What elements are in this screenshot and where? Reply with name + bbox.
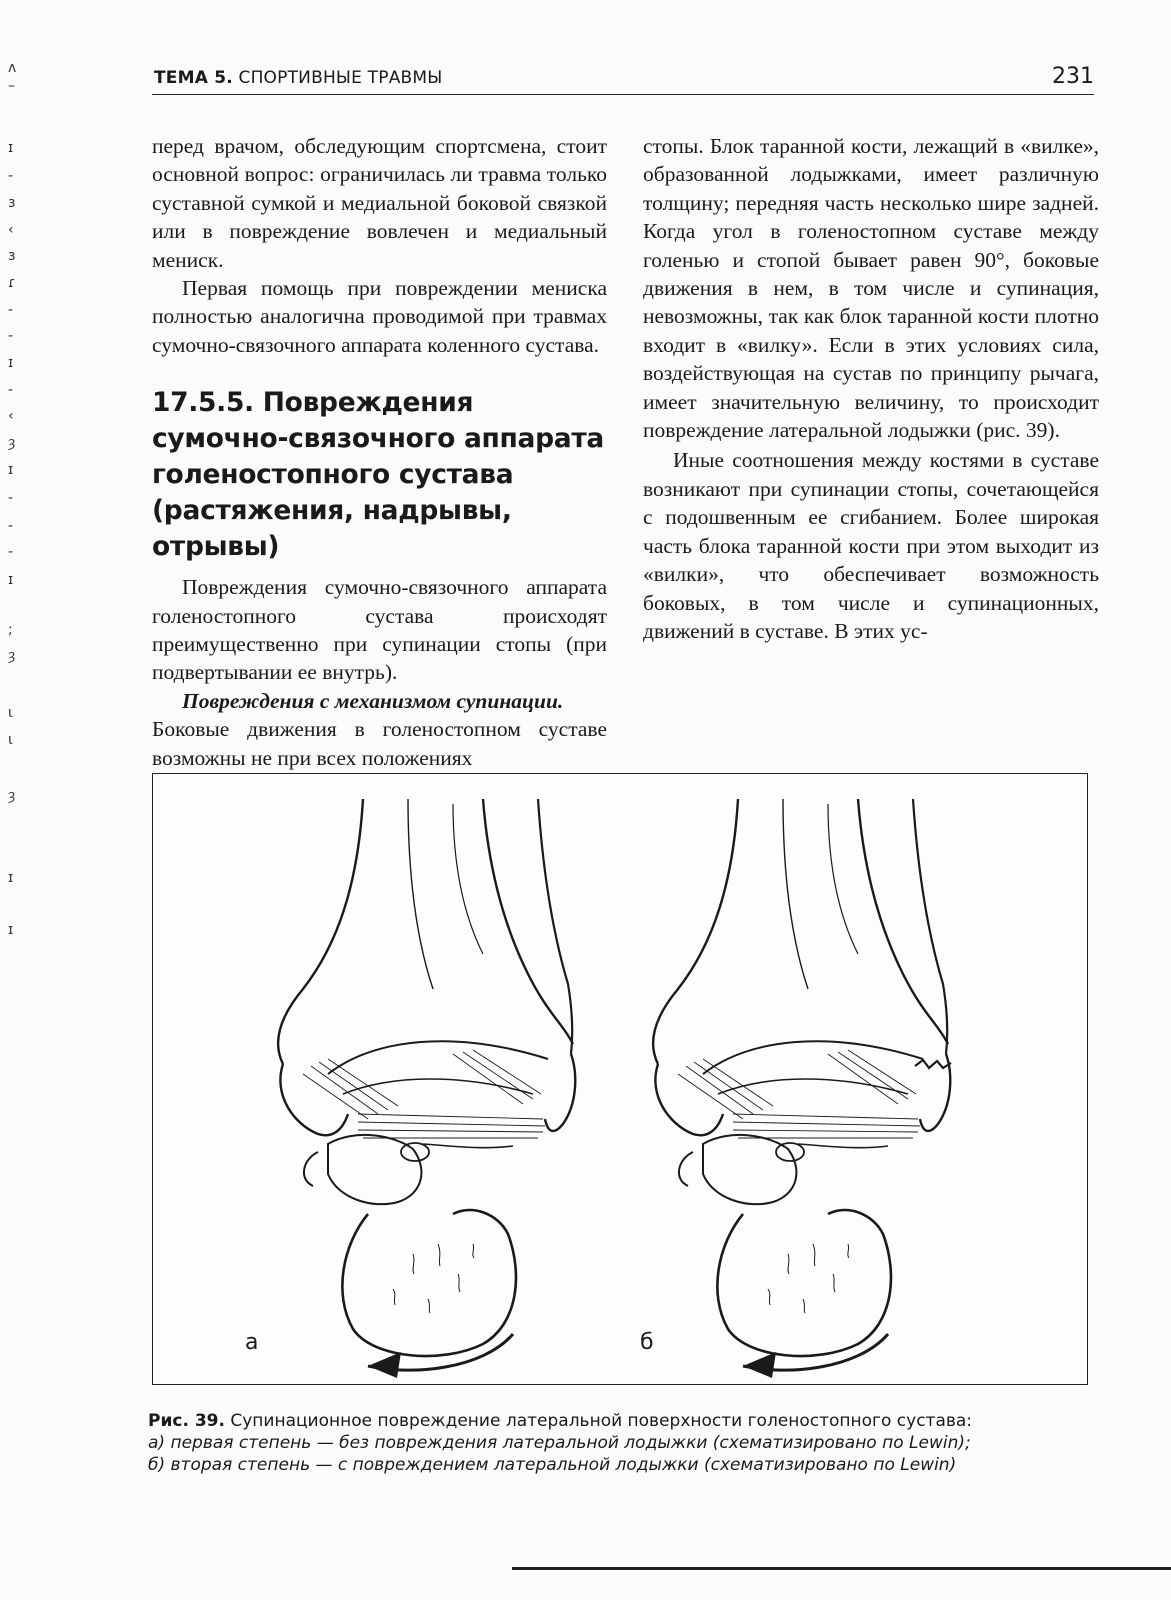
caption-item-a: а) первая степень — без повреждения латеральной лодыжки (схематизировано по Lewin); [148,1433,971,1453]
running-header [152,64,1094,95]
right-column [643,132,1099,645]
page-number: 231 [1052,64,1094,89]
right-para-2: Иные соотношения между костями в суставе возникают при супинации стопы, сочетающейся с подошвенным ее сгибанием. Более широкая часть блока таранной кости при этом выходит из «вилки», что обеспечивает возможность боковых, в том числе и супинационных, движений в суставе. В этих ус- [643,448,1099,643]
figure-label-a: а [245,1330,259,1355]
left-para-4 [152,687,607,772]
section-heading: 17.5.5. Повреждения сумочно-связочного аппарата голеностопного сустава (растяжения, надрывы, отрывы) [152,387,605,563]
right-para-1: стопы. Блок таранной кости, лежащий в «вилке», образованной лодыжками, имеет различную толщину; передняя часть несколько шире задней. Когда угол в голеностопном суставе между голенью и стопой бывает равен 90°, боковые движения в нем, в том числе и супинация, невозможны, так как блок таранной кости плотно входит в «вилку». Если в этих условиях сила, воздействующая на сустав по принципу рычага, имеет значительную величину, то происходит повреждение латеральной лодыжки (рис. 39). [643,134,1099,443]
left-para-4-text: Боковые движения в голеностопном суставе возможны не при всех положениях [152,717,607,770]
figure-caption [148,1410,1028,1476]
running-title [154,68,442,88]
left-para-2: Первая помощь при повреждении мениска полностью аналогична проводимой при травмах сумочно-связочного аппарата коленного сустава. [152,276,607,357]
figure-label-b: б [640,1330,654,1355]
caption-number: Рис. 39. [148,1411,225,1431]
left-para-3: Повреждения сумочно-связочного аппарата голеностопного сустава происходят преимущественно при супинации стопы (при подвертывании ее внутрь). [152,575,607,685]
ankle-illustration [153,774,1089,1386]
caption-item-b: б) вторая степень — с повреждением латеральной лодыжки (схематизировано по Lewin) [148,1455,957,1475]
running-title-rest: СПОРТИВНЫЕ ТРАВМЫ [238,68,443,88]
caption-title: Супинационное повреждение латеральной поверхности голеностопного сустава: [230,1411,973,1431]
scan-margin-marks: ʌ – ɪ - ɜ ‹ ɜ ɾ - - ɪ - ‹ ȝ ɪ - - - ɪ ; ȝ ɩ ɩ ȝ ɪ ɪ [8,60,17,938]
bottom-rule [512,1567,1171,1570]
running-title-bold: ТЕМА 5. [154,68,233,88]
left-para-1: перед врачом, обследующим спортсмена, стоит основной вопрос: ограничилась ли травма только суставной сумкой и медиальной боковой связкой или в повреждение вовлечен и медиальный мениск. [152,134,607,272]
figure-39 [152,773,1088,1385]
caption-line-1 [148,1410,1028,1432]
runin-heading: Повреждения с механизмом супинации. [182,688,564,713]
left-column [152,132,607,772]
